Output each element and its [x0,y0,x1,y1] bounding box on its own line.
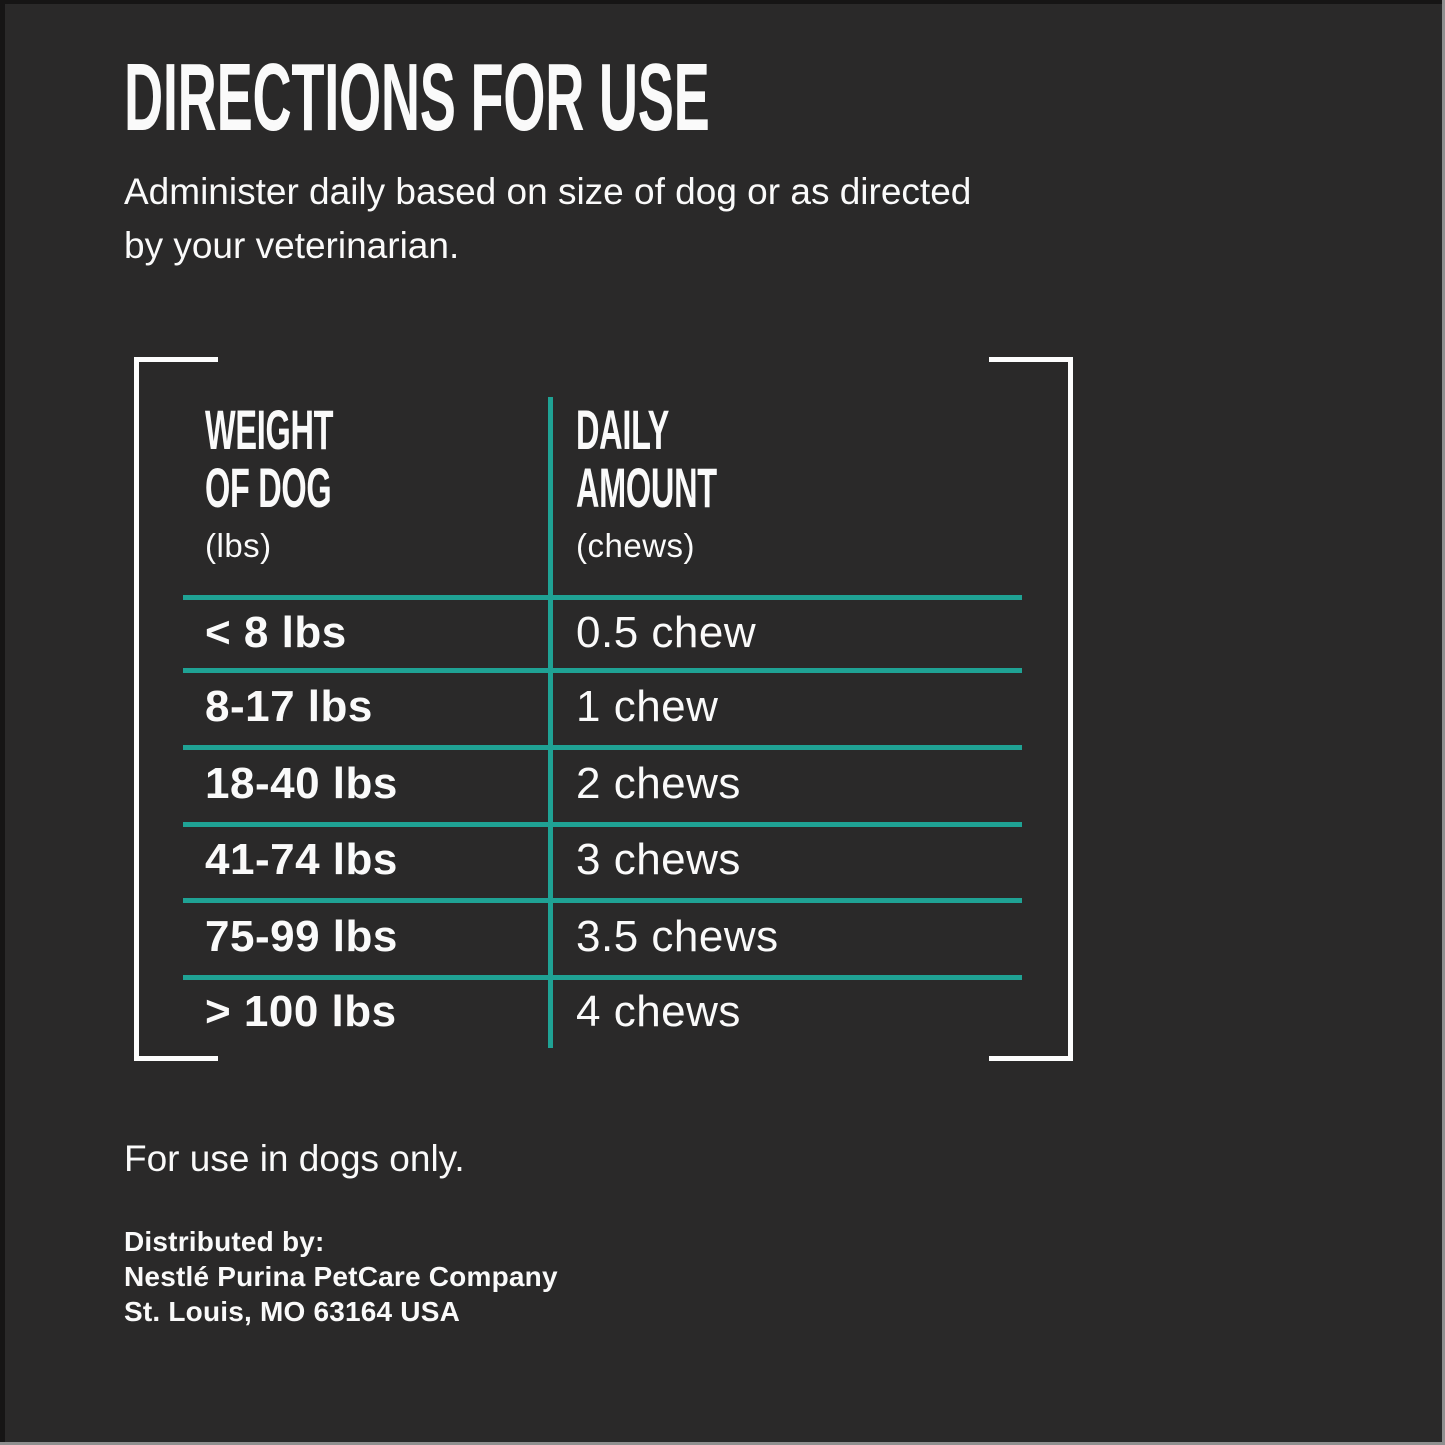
dosing-table [134,357,1073,1061]
subtitle [124,165,971,273]
amount-cell: 4 chews [576,986,741,1036]
table-row [134,822,1073,898]
bracket-bottom-right-arm [989,1056,1073,1061]
weight-cell: < 8 lbs [205,607,347,657]
page-title: DIRECTIONS FOR USE [124,44,710,151]
column-header-amount-unit: (chews) [576,527,696,564]
edge-shadow-left [0,0,5,1445]
amount-cell: 1 chew [576,681,719,731]
amount-cell: 2 chews [576,758,741,808]
edge-shadow-top [0,0,1445,4]
weight-cell: > 100 lbs [205,986,397,1036]
distributor-address: St. Louis, MO 63164 USA [124,1296,461,1327]
bracket-bottom-left-arm [134,1056,218,1061]
weight-cell: 8-17 lbs [205,681,373,731]
subtitle-line-2: by your veterinarian. [124,225,460,266]
table-row [134,745,1073,822]
distributor-block [124,1224,558,1329]
amount-cell: 3.5 chews [576,911,779,961]
table-row [134,898,1073,975]
column-header-weight-unit: (lbs) [205,527,272,564]
column-header-weight-title: WEIGHT OF DOG [205,398,334,519]
amount-cell: 0.5 chew [576,607,757,657]
bracket-top-left-arm [134,357,218,362]
column-header-amount-title: DAILY AMOUNT [576,398,717,519]
table-row [134,668,1073,745]
table-row [134,595,1073,670]
usage-note: For use in dogs only. [124,1138,465,1179]
bracket-top-right-arm [989,357,1073,362]
weight-cell: 41-74 lbs [205,835,398,884]
distributor-label: Distributed by: [124,1226,325,1257]
table-row [134,975,1073,1048]
column-header-weight [205,398,426,565]
amount-cell: 3 chews [576,835,741,884]
subtitle-line-1: Administer daily based on size of dog or as directed [124,171,972,212]
weight-cell: 18-40 lbs [205,758,398,808]
distributor-name: Nestlé Purina PetCare Company [124,1261,558,1292]
weight-cell: 75-99 lbs [205,911,398,961]
column-header-amount [576,398,819,565]
